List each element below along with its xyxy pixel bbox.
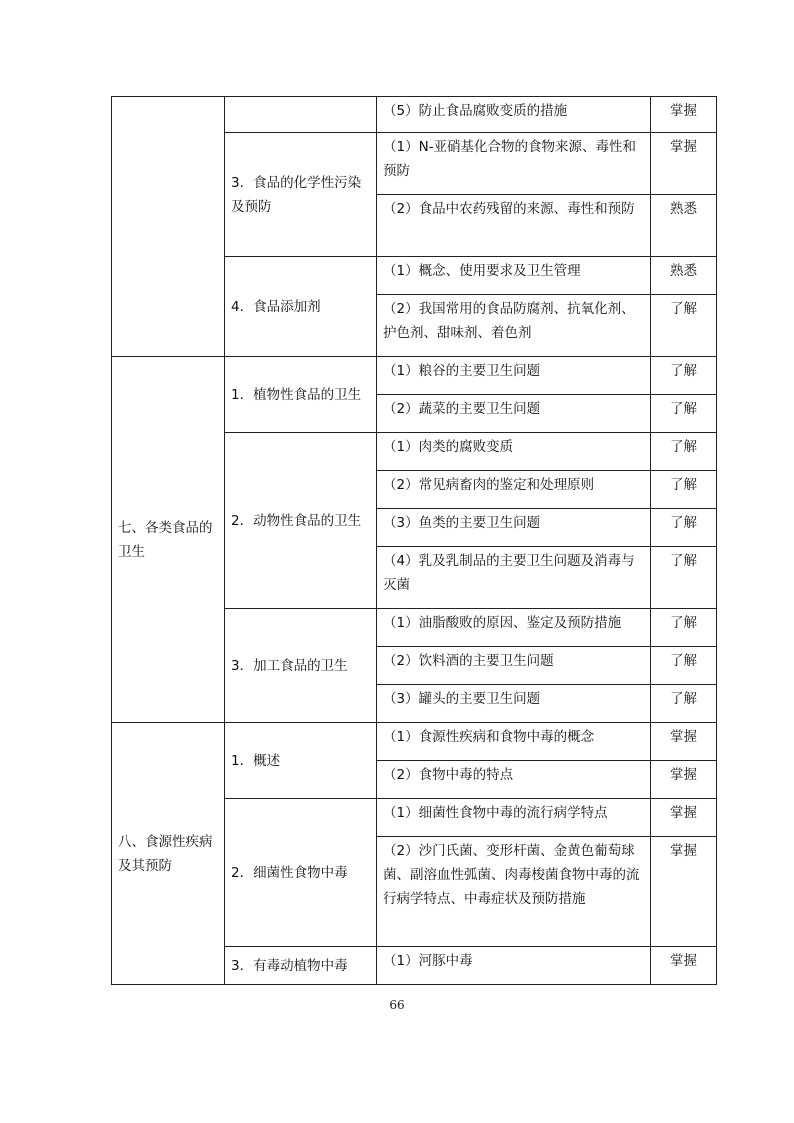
item-content: （5）防止食品腐败变质的措施: [377, 97, 651, 133]
requirement-level: 了解: [651, 395, 717, 433]
item-content: （3）鱼类的主要卫生问题: [377, 509, 651, 547]
requirement-level: 了解: [651, 433, 717, 471]
item-content: （2）我国常用的食品防腐剂、抗氧化剂、护色剂、甜味剂、着色剂: [377, 295, 651, 357]
requirement-level: 了解: [651, 647, 717, 685]
topic-title: [225, 97, 377, 133]
item-content: （1）油脂酸败的原因、鉴定及预防措施: [377, 609, 651, 647]
requirement-level: 了解: [651, 547, 717, 609]
item-content: （2）蔬菜的主要卫生问题: [377, 395, 651, 433]
requirement-level: 了解: [651, 357, 717, 395]
requirement-level: 熟悉: [651, 195, 717, 257]
requirement-level: 了解: [651, 509, 717, 547]
topic-title: 2．动物性食品的卫生: [225, 433, 377, 609]
item-content: （1）河豚中毒: [377, 947, 651, 985]
item-content: （2）常见病畜肉的鉴定和处理原则: [377, 471, 651, 509]
requirement-level: 掌握: [651, 761, 717, 799]
topic-title: 1．植物性食品的卫生: [225, 357, 377, 433]
item-content: （2）沙门氏菌、变形杆菌、金黄色葡萄球菌、副溶血性弧菌、肉毒梭菌食物中毒的流行病学特点、中毒症状及预防措施: [377, 837, 651, 947]
item-content: （2）食品中农药残留的来源、毒性和预防: [377, 195, 651, 257]
requirement-level: 了解: [651, 685, 717, 723]
requirement-level: 了解: [651, 295, 717, 357]
topic-title: 4．食品添加剂: [225, 257, 377, 357]
requirement-level: 掌握: [651, 799, 717, 837]
topic-title: 3．有毒动植物中毒: [225, 947, 377, 985]
syllabus-table-body: [112, 97, 717, 985]
requirement-level: 掌握: [651, 723, 717, 761]
requirement-level: 掌握: [651, 133, 717, 195]
item-content: （1）肉类的腐败变质: [377, 433, 651, 471]
requirement-level: 掌握: [651, 97, 717, 133]
item-content: （1）概念、使用要求及卫生管理: [377, 257, 651, 295]
item-content: （4）乳及乳制品的主要卫生问题及消毒与灭菌: [377, 547, 651, 609]
item-content: （1）食源性疾病和食物中毒的概念: [377, 723, 651, 761]
section-title: [112, 97, 225, 357]
requirement-level: 了解: [651, 471, 717, 509]
topic-title: 3．加工食品的卫生: [225, 609, 377, 723]
item-content: （1）细菌性食物中毒的流行病学特点: [377, 799, 651, 837]
requirement-level: 掌握: [651, 947, 717, 985]
table-row: [112, 97, 717, 133]
topic-title: 3．食品的化学性污染及预防: [225, 133, 377, 257]
requirement-level: 熟悉: [651, 257, 717, 295]
item-content: （2）食物中毒的特点: [377, 761, 651, 799]
item-content: （2）饮料酒的主要卫生问题: [377, 647, 651, 685]
item-content: （1）N-亚硝基化合物的食物来源、毒性和预防: [377, 133, 651, 195]
item-content: （3）罐头的主要卫生问题: [377, 685, 651, 723]
section-title: 八、食源性疾病及其预防: [112, 723, 225, 985]
topic-title: 2．细菌性食物中毒: [225, 799, 377, 947]
section-title: 七、各类食品的卫生: [112, 357, 225, 723]
page-number: 66: [389, 998, 405, 1012]
syllabus-table: [111, 96, 717, 985]
requirement-level: 了解: [651, 609, 717, 647]
requirement-level: 掌握: [651, 837, 717, 947]
topic-title: 1．概述: [225, 723, 377, 799]
table-row: [112, 357, 717, 395]
table-row: [112, 723, 717, 761]
item-content: （1）粮谷的主要卫生问题: [377, 357, 651, 395]
